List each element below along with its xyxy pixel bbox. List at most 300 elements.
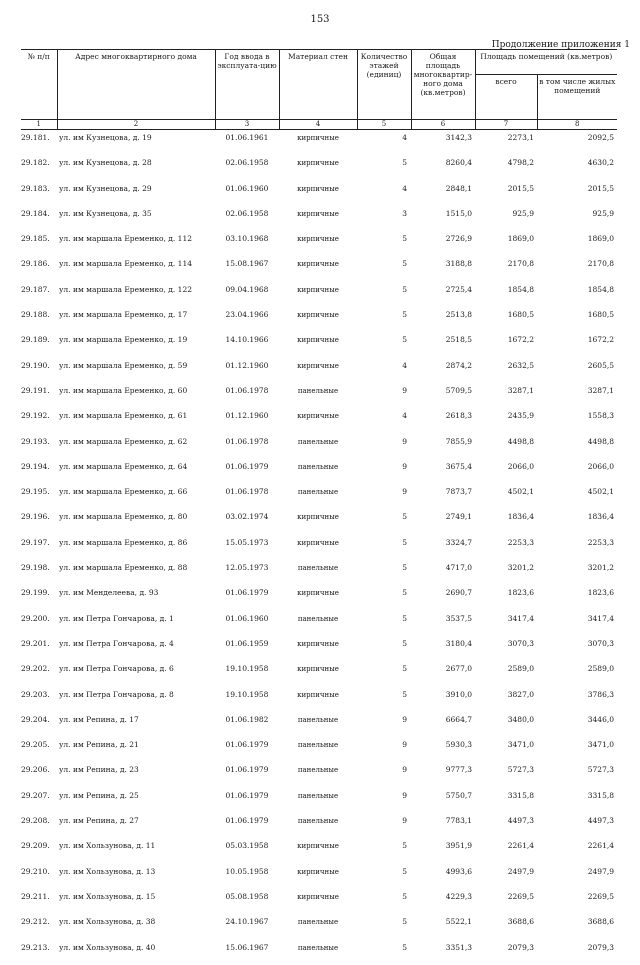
row-living-area: 3287,1 bbox=[587, 385, 615, 395]
table-row bbox=[21, 408, 617, 433]
row-total-area: 4993,6 bbox=[445, 866, 472, 876]
row-address: ул. им Репина, д. 25 bbox=[59, 790, 139, 800]
row-number: 29.213. bbox=[21, 942, 50, 952]
row-number: 29.198. bbox=[21, 563, 50, 573]
row-floors: 5 bbox=[402, 664, 407, 674]
row-number: 29.206. bbox=[21, 765, 50, 775]
row-floors: 9 bbox=[402, 385, 407, 395]
row-floors: 5 bbox=[402, 891, 407, 901]
row-year: 01.06.1961 bbox=[225, 133, 269, 142]
row-number: 29.192. bbox=[21, 411, 50, 421]
row-floors: 5 bbox=[402, 689, 407, 699]
row-address: ул. им Менделеева, д. 93 bbox=[59, 588, 159, 598]
row-floors: 5 bbox=[402, 259, 407, 269]
row-address: ул. им Кузнецова, д. 35 bbox=[59, 208, 152, 218]
row-number: 29.204. bbox=[21, 714, 50, 724]
row-premises-all: 1869,0 bbox=[507, 234, 534, 244]
row-floors: 9 bbox=[402, 790, 407, 800]
row-living-area: 2497,9 bbox=[587, 866, 615, 876]
row-year: 03.02.1974 bbox=[225, 512, 269, 522]
row-address: ул. им Хользунова, д. 13 bbox=[59, 866, 156, 876]
row-material: панельные bbox=[297, 488, 339, 497]
row-material: панельные bbox=[297, 614, 339, 623]
row-address: ул. им Кузнецова, д. 28 bbox=[59, 158, 152, 168]
row-living-area: 1672,2 bbox=[587, 335, 615, 345]
row-address: ул. им маршала Еременко, д. 80 bbox=[59, 512, 188, 522]
table-row bbox=[21, 535, 617, 560]
row-total-area: 3188,8 bbox=[445, 259, 472, 269]
row-living-area: 4497,3 bbox=[587, 816, 615, 826]
row-premises-all: 3315,8 bbox=[507, 790, 534, 800]
row-total-area: 3324,7 bbox=[445, 537, 472, 547]
row-year: 12.05.1973 bbox=[225, 563, 269, 573]
row-floors: 3 bbox=[402, 208, 407, 218]
row-address: ул. им Репина, д. 27 bbox=[59, 816, 139, 826]
header-premises-area: Площадь помещений (кв.метров) bbox=[475, 50, 617, 75]
row-living-area: 1680,5 bbox=[587, 310, 615, 320]
row-living-area: 4502,1 bbox=[587, 487, 615, 497]
row-living-area: 3786,3 bbox=[587, 689, 615, 699]
table-row bbox=[21, 889, 617, 914]
row-year: 01.12.1960 bbox=[225, 360, 269, 370]
row-material: кирпичные bbox=[297, 311, 339, 320]
row-living-area: 3070,3 bbox=[587, 638, 615, 648]
row-floors: 9 bbox=[402, 487, 407, 497]
row-total-area: 2618,3 bbox=[445, 411, 472, 421]
row-material: панельные bbox=[297, 386, 339, 395]
page-number: 153 bbox=[310, 14, 330, 25]
row-total-area: 7855,9 bbox=[445, 436, 472, 446]
row-number: 29.188. bbox=[21, 310, 50, 320]
row-living-area: 2170,8 bbox=[587, 259, 615, 269]
row-living-area: 2092,5 bbox=[587, 133, 615, 142]
row-living-area: 3688,6 bbox=[587, 917, 615, 927]
header-year: Год ввода в эксплуата-цию bbox=[215, 50, 279, 120]
row-year: 15.08.1967 bbox=[225, 259, 269, 269]
row-total-area: 7783,1 bbox=[445, 816, 472, 826]
row-total-area: 2848,1 bbox=[445, 183, 472, 193]
header-total-area: Общая площадь многоквартир-ного дома (кв.метров) bbox=[411, 50, 475, 120]
row-premises-all: 2170,8 bbox=[507, 259, 534, 269]
row-number: 29.209. bbox=[21, 841, 50, 851]
row-year: 23.04.1966 bbox=[225, 310, 269, 320]
column-number: 4 bbox=[279, 120, 357, 130]
row-premises-all: 4498,8 bbox=[507, 436, 534, 446]
row-number: 29.201. bbox=[21, 638, 50, 648]
table-row bbox=[21, 661, 617, 686]
row-year: 03.10.1968 bbox=[225, 234, 269, 244]
row-material: панельные bbox=[297, 791, 339, 800]
row-year: 19.10.1958 bbox=[225, 689, 269, 699]
row-number: 29.200. bbox=[21, 613, 50, 623]
row-premises-all: 4502,1 bbox=[507, 487, 534, 497]
row-total-area: 9777,3 bbox=[445, 765, 472, 775]
row-premises-all: 3287,1 bbox=[507, 385, 534, 395]
row-floors: 9 bbox=[402, 461, 407, 471]
row-premises-all: 2497,9 bbox=[507, 866, 534, 876]
table-row bbox=[21, 332, 617, 357]
row-premises-all: 2253,3 bbox=[507, 537, 534, 547]
row-number: 29.211. bbox=[21, 891, 50, 901]
row-total-area: 3910,0 bbox=[445, 689, 472, 699]
row-number: 29.197. bbox=[21, 537, 50, 547]
row-total-area: 2749,1 bbox=[445, 512, 472, 522]
row-floors: 5 bbox=[402, 613, 407, 623]
row-address: ул. им маршала Еременко, д. 86 bbox=[59, 537, 188, 547]
row-address: ул. им Хользунова, д. 40 bbox=[59, 942, 156, 952]
row-premises-all: 2589,0 bbox=[507, 664, 534, 674]
row-address: ул. им маршала Еременко, д. 61 bbox=[59, 411, 188, 421]
row-premises-all: 3471,0 bbox=[507, 740, 534, 750]
row-number: 29.205. bbox=[21, 740, 50, 750]
row-year: 01.06.1979 bbox=[225, 790, 269, 800]
row-material: кирпичные bbox=[297, 639, 339, 648]
row-premises-all: 2435,9 bbox=[507, 411, 534, 421]
table-row bbox=[21, 585, 617, 610]
row-total-area: 2725,4 bbox=[445, 284, 472, 294]
row-total-area: 3180,4 bbox=[445, 638, 472, 648]
row-address: ул. им Репина, д. 21 bbox=[59, 740, 139, 750]
row-address: ул. им Хользунова, д. 38 bbox=[59, 917, 156, 927]
row-premises-all: 3070,3 bbox=[507, 638, 534, 648]
table-row bbox=[21, 788, 617, 813]
row-living-area: 3417,4 bbox=[587, 613, 615, 623]
row-living-area: 2269,5 bbox=[587, 891, 615, 901]
row-living-area: 925,9 bbox=[592, 208, 615, 218]
row-premises-all: 5727,3 bbox=[507, 765, 534, 775]
row-material: панельные bbox=[297, 462, 339, 471]
row-material: панельные bbox=[297, 817, 339, 826]
table-row bbox=[21, 459, 617, 484]
row-floors: 9 bbox=[402, 714, 407, 724]
table-row bbox=[21, 256, 617, 281]
row-number: 29.191. bbox=[21, 385, 50, 395]
column-number: 3 bbox=[215, 120, 279, 130]
row-address: ул. им Репина, д. 17 bbox=[59, 714, 139, 724]
row-year: 01.06.1979 bbox=[225, 740, 269, 750]
header-floors: Количество этажей (единиц) bbox=[357, 50, 411, 120]
row-year: 15.05.1973 bbox=[225, 537, 269, 547]
row-number: 29.193. bbox=[21, 436, 50, 446]
row-living-area: 1869,0 bbox=[587, 234, 615, 244]
row-floors: 4 bbox=[402, 133, 407, 142]
row-year: 01.06.1979 bbox=[225, 588, 269, 598]
row-material: кирпичные bbox=[297, 867, 339, 876]
table-row bbox=[21, 864, 617, 889]
row-number: 29.187. bbox=[21, 284, 50, 294]
row-total-area: 6664,7 bbox=[445, 714, 472, 724]
table-row bbox=[21, 282, 617, 307]
table-row bbox=[21, 358, 617, 383]
row-number: 29.186. bbox=[21, 259, 50, 269]
row-total-area: 3675,4 bbox=[445, 461, 472, 471]
row-number: 29.183. bbox=[21, 183, 50, 193]
row-total-area: 5750,7 bbox=[445, 790, 472, 800]
column-number: 8 bbox=[537, 120, 617, 130]
row-year: 01.06.1982 bbox=[225, 714, 269, 724]
row-living-area: 2015,5 bbox=[587, 183, 615, 193]
row-material: панельные bbox=[297, 766, 339, 775]
row-floors: 9 bbox=[402, 765, 407, 775]
row-material: кирпичные bbox=[297, 361, 339, 370]
row-floors: 9 bbox=[402, 816, 407, 826]
row-year: 09.04.1968 bbox=[225, 284, 269, 294]
table-row bbox=[21, 307, 617, 332]
table-row bbox=[21, 838, 617, 863]
row-floors: 5 bbox=[402, 917, 407, 927]
row-year: 05.03.1958 bbox=[225, 841, 269, 851]
row-material: кирпичные bbox=[297, 336, 339, 345]
row-year: 01.06.1978 bbox=[225, 436, 269, 446]
column-number: 2 bbox=[57, 120, 215, 130]
row-year: 02.06.1958 bbox=[225, 208, 269, 218]
row-total-area: 2518,5 bbox=[445, 335, 472, 345]
row-material: кирпичные bbox=[297, 209, 339, 218]
row-premises-all: 1823,6 bbox=[507, 588, 534, 598]
row-address: ул. им маршала Еременко, д. 59 bbox=[59, 360, 188, 370]
table-row bbox=[21, 737, 617, 762]
continuation-note: Продолжение приложения 1 bbox=[491, 40, 630, 50]
row-material: кирпичные bbox=[297, 285, 339, 294]
row-total-area: 4717,0 bbox=[445, 563, 472, 573]
row-total-area: 3142,3 bbox=[445, 133, 472, 142]
row-material: кирпичные bbox=[297, 589, 339, 598]
row-living-area: 1836,4 bbox=[587, 512, 615, 522]
row-premises-all: 3201,2 bbox=[507, 563, 534, 573]
row-address: ул. им маршала Еременко, д. 60 bbox=[59, 385, 188, 395]
row-floors: 5 bbox=[402, 310, 407, 320]
row-address: ул. им маршала Еременко, д. 114 bbox=[59, 259, 192, 269]
row-material: кирпичные bbox=[297, 159, 339, 168]
row-number: 29.199. bbox=[21, 588, 50, 598]
row-premises-all: 1672,2 bbox=[507, 335, 534, 345]
row-premises-all: 1836,4 bbox=[507, 512, 534, 522]
row-address: ул. им маршала Еременко, д. 88 bbox=[59, 563, 188, 573]
column-number: 6 bbox=[411, 120, 475, 130]
table-row bbox=[21, 636, 617, 661]
row-address: ул. им Петра Гончарова, д. 4 bbox=[59, 638, 174, 648]
row-year: 01.06.1979 bbox=[225, 765, 269, 775]
row-number: 29.185. bbox=[21, 234, 50, 244]
table-row bbox=[21, 611, 617, 636]
row-premises-all: 3827,0 bbox=[507, 689, 534, 699]
row-living-area: 2261,4 bbox=[587, 841, 615, 851]
row-material: панельные bbox=[297, 715, 339, 724]
table-row bbox=[21, 181, 617, 206]
row-total-area: 1515,0 bbox=[445, 208, 472, 218]
row-material: кирпичные bbox=[297, 538, 339, 547]
row-year: 01.06.1960 bbox=[225, 613, 269, 623]
row-floors: 4 bbox=[402, 183, 407, 193]
row-address: ул. им Репина, д. 23 bbox=[59, 765, 139, 775]
row-number: 29.195. bbox=[21, 487, 50, 497]
row-total-area: 2677,0 bbox=[445, 664, 472, 674]
row-premises-all: 2269,5 bbox=[507, 891, 534, 901]
table-row bbox=[21, 231, 617, 256]
row-address: ул. им Хользунова, д. 15 bbox=[59, 891, 156, 901]
row-material: кирпичные bbox=[297, 260, 339, 269]
row-year: 01.06.1960 bbox=[225, 183, 269, 193]
table-row bbox=[21, 383, 617, 408]
row-premises-all: 2066,0 bbox=[507, 461, 534, 471]
row-number: 29.184. bbox=[21, 208, 50, 218]
row-premises-all: 2079,3 bbox=[507, 942, 534, 952]
row-material: панельные bbox=[297, 437, 339, 446]
row-total-area: 2874,2 bbox=[445, 360, 472, 370]
row-year: 01.06.1959 bbox=[225, 638, 269, 648]
row-premises-all: 3480,0 bbox=[507, 714, 534, 724]
row-living-area: 4498,8 bbox=[587, 436, 615, 446]
row-material: кирпичные bbox=[297, 892, 339, 901]
row-year: 01.06.1978 bbox=[225, 487, 269, 497]
row-year: 05.08.1958 bbox=[225, 891, 269, 901]
row-living-area: 2079,3 bbox=[587, 942, 615, 952]
row-total-area: 5522,1 bbox=[445, 917, 472, 927]
row-address: ул. им маршала Еременко, д. 112 bbox=[59, 234, 192, 244]
row-material: кирпичные bbox=[297, 690, 339, 699]
row-number: 29.189. bbox=[21, 335, 50, 345]
row-floors: 5 bbox=[402, 537, 407, 547]
row-floors: 5 bbox=[402, 234, 407, 244]
row-material: панельные bbox=[297, 918, 339, 927]
row-number: 29.210. bbox=[21, 866, 50, 876]
row-material: кирпичные bbox=[297, 842, 339, 851]
row-year: 02.06.1958 bbox=[225, 158, 269, 168]
table-row bbox=[21, 484, 617, 509]
header-num: № п/п bbox=[21, 50, 57, 120]
row-address: ул. им Петра Гончарова, д. 6 bbox=[59, 664, 174, 674]
row-floors: 5 bbox=[402, 335, 407, 345]
header-living: в том числе жилых помещений bbox=[539, 77, 616, 95]
row-floors: 4 bbox=[402, 411, 407, 421]
row-address: ул. им маршала Еременко, д. 62 bbox=[59, 436, 188, 446]
row-address: ул. им Петра Гончарова, д. 1 bbox=[59, 613, 174, 623]
column-number: 7 bbox=[475, 120, 537, 130]
row-number: 29.181. bbox=[21, 133, 50, 142]
row-premises-all: 925,9 bbox=[512, 208, 534, 218]
row-floors: 9 bbox=[402, 436, 407, 446]
column-number: 5 bbox=[357, 120, 411, 130]
row-floors: 5 bbox=[402, 512, 407, 522]
row-total-area: 5930,3 bbox=[445, 740, 472, 750]
row-number: 29.196. bbox=[21, 512, 50, 522]
column-number: 1 bbox=[21, 120, 57, 130]
row-number: 29.203. bbox=[21, 689, 50, 699]
row-floors: 5 bbox=[402, 638, 407, 648]
row-living-area: 2253,3 bbox=[587, 537, 615, 547]
row-material: панельные bbox=[297, 741, 339, 750]
row-material: кирпичные bbox=[297, 513, 339, 522]
row-living-area: 2605,5 bbox=[587, 360, 615, 370]
table-row bbox=[21, 762, 617, 787]
table-row bbox=[21, 940, 617, 965]
row-living-area: 3471,0 bbox=[587, 740, 615, 750]
row-premises-all: 1854,8 bbox=[507, 284, 534, 294]
row-address: ул. им маршала Еременко, д. 17 bbox=[59, 310, 188, 320]
buildings-table bbox=[21, 49, 617, 965]
row-year: 19.10.1958 bbox=[225, 664, 269, 674]
row-total-area: 3351,3 bbox=[445, 942, 472, 952]
row-address: ул. им маршала Еременко, д. 64 bbox=[59, 461, 188, 471]
row-material: панельные bbox=[297, 943, 339, 952]
row-premises-all: 2261,4 bbox=[507, 841, 534, 851]
row-premises-all: 2273,1 bbox=[507, 133, 534, 142]
row-living-area: 4630,2 bbox=[587, 158, 615, 168]
row-year: 01.12.1960 bbox=[225, 411, 269, 421]
row-total-area: 8260,4 bbox=[445, 158, 472, 168]
header-all: всего bbox=[475, 75, 537, 120]
row-floors: 9 bbox=[402, 740, 407, 750]
row-year: 15.06.1967 bbox=[225, 942, 269, 952]
row-material: панельные bbox=[297, 564, 339, 573]
row-premises-all: 2632,5 bbox=[507, 360, 534, 370]
row-number: 29.207. bbox=[21, 790, 50, 800]
table-row bbox=[21, 434, 617, 459]
row-year: 01.06.1978 bbox=[225, 385, 269, 395]
row-address: ул. им Кузнецова, д. 29 bbox=[59, 183, 152, 193]
row-living-area: 1558,3 bbox=[587, 411, 615, 421]
row-year: 14.10.1966 bbox=[225, 335, 269, 345]
table-body bbox=[21, 130, 617, 965]
row-material: кирпичные bbox=[297, 665, 339, 674]
row-number: 29.182. bbox=[21, 158, 50, 168]
row-number: 29.190. bbox=[21, 360, 50, 370]
row-year: 01.06.1979 bbox=[225, 816, 269, 826]
row-year: 01.06.1979 bbox=[225, 461, 269, 471]
row-material: кирпичные bbox=[297, 235, 339, 244]
row-total-area: 2690,7 bbox=[445, 588, 472, 598]
row-floors: 5 bbox=[402, 942, 407, 952]
row-year: 24.10.1967 bbox=[225, 917, 269, 927]
table-row bbox=[21, 509, 617, 534]
row-living-area: 2066,0 bbox=[587, 461, 615, 471]
row-total-area: 2513,8 bbox=[445, 310, 472, 320]
row-material: кирпичные bbox=[297, 412, 339, 421]
table-row bbox=[21, 130, 617, 156]
row-number: 29.208. bbox=[21, 816, 50, 826]
row-number: 29.212. bbox=[21, 917, 50, 927]
row-total-area: 3951,9 bbox=[445, 841, 472, 851]
table-row bbox=[21, 155, 617, 180]
table-row bbox=[21, 206, 617, 231]
row-floors: 5 bbox=[402, 563, 407, 573]
row-number: 29.202. bbox=[21, 664, 50, 674]
row-premises-all: 3417,4 bbox=[507, 613, 534, 623]
table-row bbox=[21, 560, 617, 585]
row-premises-all: 2015,5 bbox=[507, 183, 534, 193]
row-total-area: 4229,3 bbox=[445, 891, 472, 901]
row-material: кирпичные bbox=[297, 134, 339, 142]
header-material: Материал стен bbox=[279, 50, 357, 120]
row-living-area: 3446,0 bbox=[587, 714, 615, 724]
row-premises-all: 1680,5 bbox=[507, 310, 534, 320]
row-floors: 5 bbox=[402, 841, 407, 851]
row-living-area: 3201,2 bbox=[587, 563, 615, 573]
row-floors: 5 bbox=[402, 158, 407, 168]
table-row bbox=[21, 687, 617, 712]
row-floors: 4 bbox=[402, 360, 407, 370]
row-total-area: 2726,9 bbox=[445, 234, 472, 244]
header-address: Адрес многоквартирного дома bbox=[57, 50, 215, 120]
row-address: ул. им маршала Еременко, д. 19 bbox=[59, 335, 188, 345]
table-row bbox=[21, 914, 617, 939]
row-premises-all: 3688,6 bbox=[507, 917, 534, 927]
row-material: кирпичные bbox=[297, 184, 339, 193]
row-living-area: 3315,8 bbox=[587, 790, 615, 800]
row-total-area: 3537,5 bbox=[445, 613, 472, 623]
row-living-area: 2589,0 bbox=[587, 664, 615, 674]
row-premises-all: 4798,2 bbox=[507, 158, 534, 168]
